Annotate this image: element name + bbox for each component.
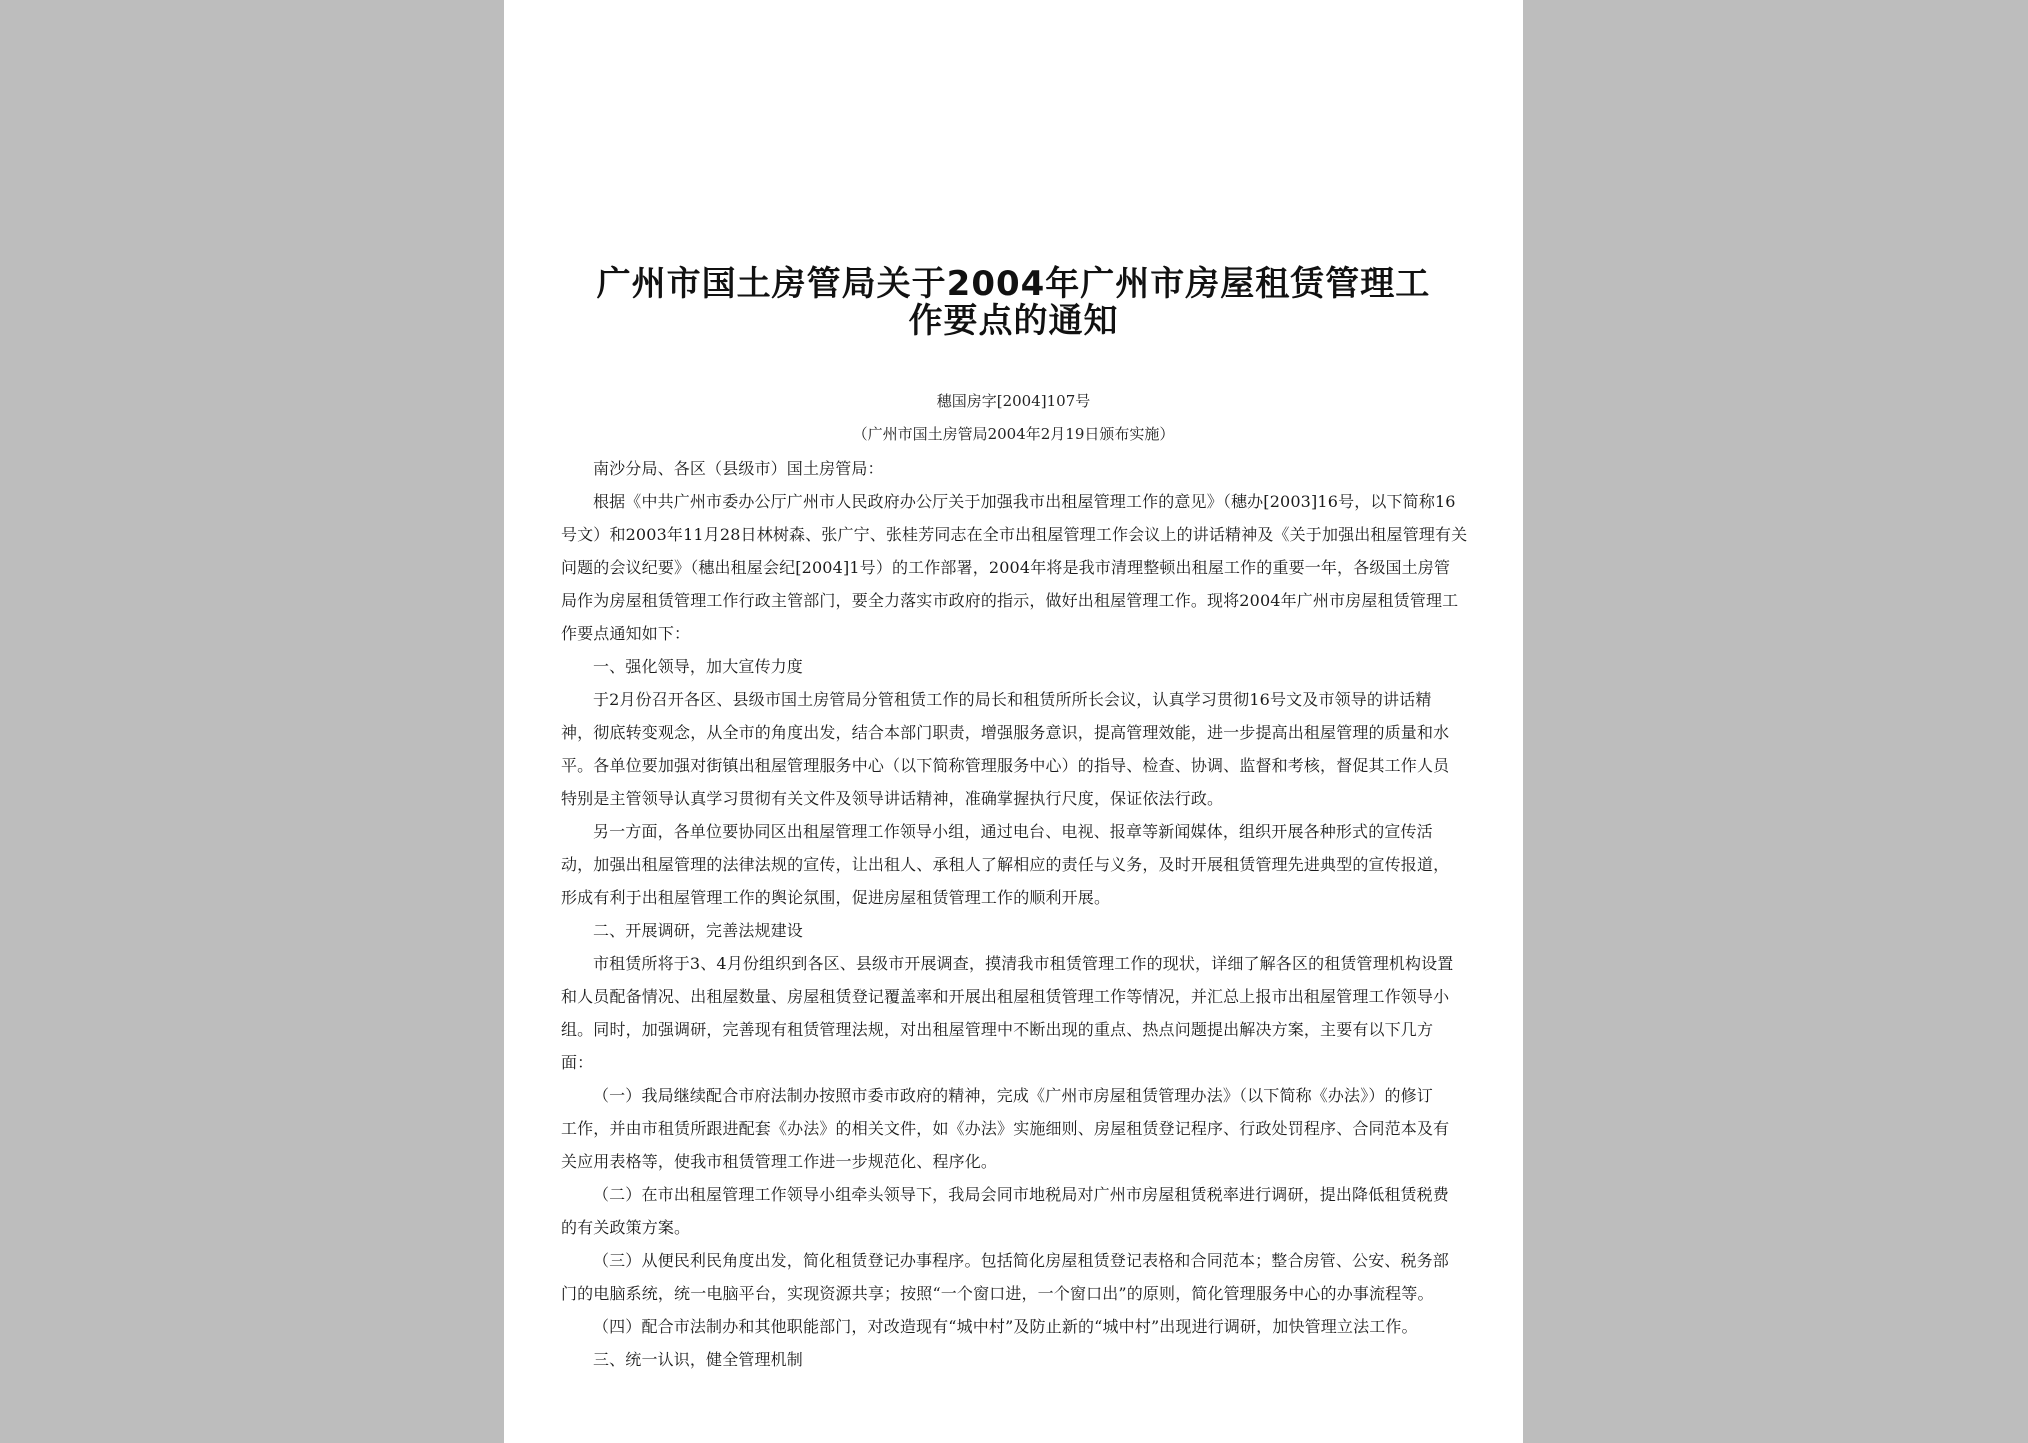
body-line: 门的电脑系统，统一电脑平台，实现资源共享；按照“一个窗口进，一个窗口出”的原则，简化管理服务中心的办事流程等。 [561, 1284, 1434, 1303]
document-title-line-2: 作要点的通知 [908, 301, 1119, 341]
section-heading-3: 三、统一认识，健全管理机制 [593, 1350, 803, 1369]
body-line: 平。各单位要加强对街镇出租屋管理服务中心（以下简称管理服务中心）的指导、检查、协调、监督和考核，督促其工作人员 [561, 756, 1450, 775]
body-line: 神，彻底转变观念，从全市的角度出发，结合本部门职责，增强服务意识，提高管理效能，进一步提高出租屋管理的质量和水 [561, 723, 1450, 742]
issue-note: （广州市国土房管局2004年2月19日颁布实施） [852, 425, 1175, 443]
body-line: 另一方面，各单位要协同区出租屋管理工作领导小组，通过电台、电视、报章等新闻媒体，组织开展各种形式的宣传活 [593, 822, 1433, 841]
body-line: 动，加强出租屋管理的法律法规的宣传，让出租人、承租人了解相应的责任与义务，及时开展租赁管理先进典型的宣传报道， [561, 855, 1450, 874]
body-line: （三）从便民利民角度出发，简化租赁登记办事程序。包括简化房屋租赁登记表格和合同范本；整合房管、公安、税务部 [593, 1251, 1449, 1270]
body-line: （二）在市出租屋管理工作领导小组牵头领导下，我局会同市地税局对广州市房屋租赁税率进行调研，提出降低租赁税费 [593, 1185, 1449, 1204]
body-line: 工作，并由市租赁所跟进配套《办法》的相关文件，如《办法》实施细则、房屋租赁登记程序、行政处罚程序、合同范本及有 [561, 1119, 1450, 1138]
body-line: 于2月份召开各区、县级市国土房管局分管租赁工作的局长和租赁所所长会议，认真学习贯彻16号文及市领导的讲话精 [593, 690, 1432, 709]
body-line: 根据《中共广州市委办公厅广州市人民政府办公厅关于加强我市出租屋管理工作的意见》（穗办[2003]16号，以下简称16 [593, 492, 1456, 511]
section-heading-2: 二、开展调研，完善法规建设 [593, 921, 803, 940]
body-line: 作要点通知如下： [561, 624, 691, 643]
document-page [504, 0, 1523, 1443]
body-line: 特别是主管领导认真学习贯彻有关文件及领导讲话精神，准确掌握执行尺度，保证依法行政。 [561, 789, 1224, 808]
section-heading-1: 一、强化领导，加大宣传力度 [593, 657, 803, 676]
body-line: 关应用表格等，使我市租赁管理工作进一步规范化、程序化。 [561, 1152, 998, 1171]
body-line: 组。同时，加强调研，完善现有租赁管理法规，对出租屋管理中不断出现的重点、热点问题提出解决方案，主要有以下几方 [561, 1020, 1434, 1039]
document-title-line-1: 广州市国土房管局关于2004年广州市房屋租赁管理工 [596, 264, 1431, 304]
addressee-line: 南沙分局、各区（县级市）国土房管局： [593, 459, 884, 478]
body-line: 市租赁所将于3、4月份组织到各区、县级市开展调查，摸清我市租赁管理工作的现状，详细了解各区的租赁管理机构设置 [593, 954, 1454, 973]
body-line: 和人员配备情况、出租屋数量、房屋租赁登记覆盖率和开展出租屋租赁管理工作等情况，并汇总上报市出租屋管理工作领导小 [561, 987, 1450, 1006]
document-number: 穗国房字[2004]107号 [936, 392, 1091, 410]
body-line: 问题的会议纪要》（穗出租屋会纪[2004]1号）的工作部署，2004年将是我市清理整顿出租屋工作的重要一年，各级国土房管 [561, 558, 1451, 577]
body-line: 的有关政策方案。 [561, 1218, 691, 1237]
body-line: （四）配合市法制办和其他职能部门，对改造现有“城中村”及防止新的“城中村”出现进行调研，加快管理立法工作。 [593, 1317, 1418, 1336]
body-line: （一）我局继续配合市府法制办按照市委市政府的精神，完成《广州市房屋租赁管理办法》（以下简称《办法》）的修订 [593, 1086, 1433, 1105]
body-line: 形成有利于出租屋管理工作的舆论氛围，促进房屋租赁管理工作的顺利开展。 [561, 888, 1111, 907]
body-line: 面： [561, 1053, 594, 1072]
body-line: 局作为房屋租赁管理工作行政主管部门，要全力落实市政府的指示，做好出租屋管理工作。现将2004年广州市房屋租赁管理工 [561, 591, 1459, 610]
body-line: 号文）和2003年11月28日林树森、张广宁、张桂芳同志在全市出租屋管理工作会议上的讲话精神及《关于加强出租屋管理有关 [561, 525, 1468, 544]
